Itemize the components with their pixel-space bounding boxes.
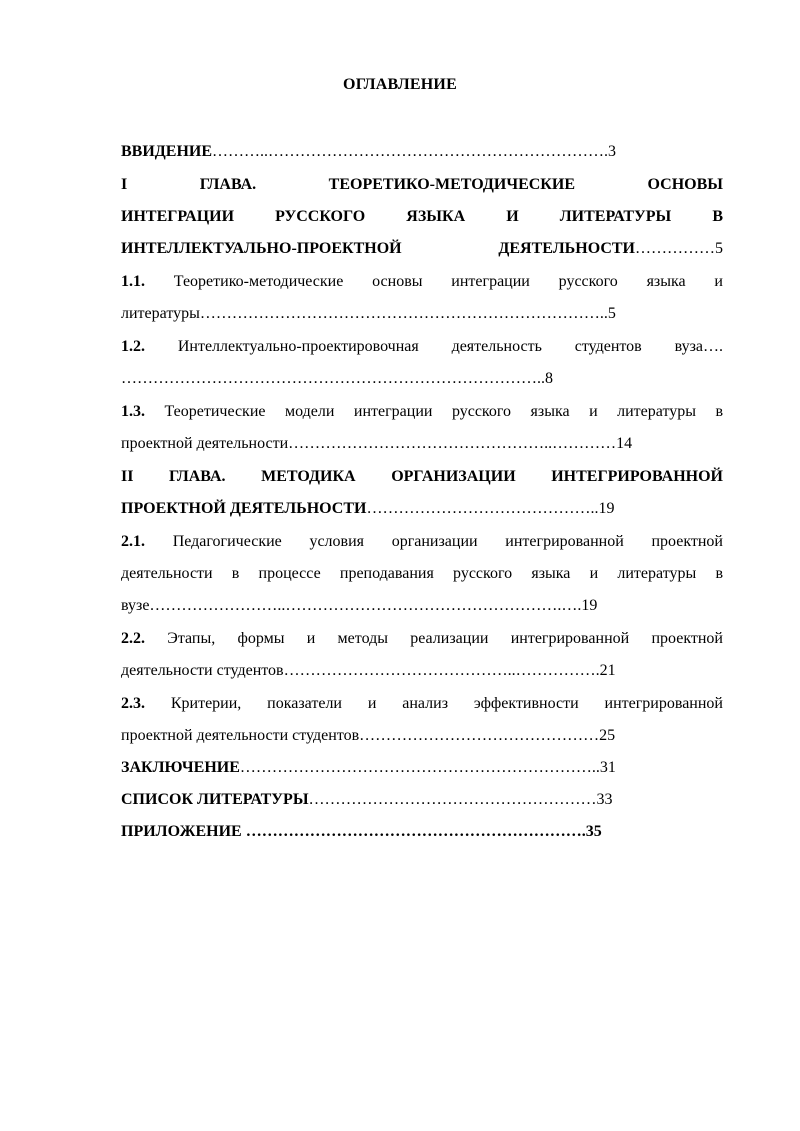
toc-entry-label: ИНТЕГРАЦИИ РУССКОГО ЯЗЫКА И ЛИТЕРАТУРЫ В (121, 208, 723, 225)
toc-entry-label: I ГЛАВА. ТЕОРЕТИКО-МЕТОДИЧЕСКИЕ ОСНОВЫ (121, 176, 723, 193)
toc-entry-text: вузе……………………..…………………………………………….….19 (121, 597, 598, 614)
toc-entry-number: 1.3. (121, 403, 145, 420)
toc-entry-text: Педагогические условия организации интегрированной проектной (145, 533, 723, 550)
toc-entry-text: деятельности в процессе преподавания русского языка и литературы в (121, 565, 723, 582)
toc-entry-chapter-1-end[interactable] (121, 233, 723, 265)
toc-entry-chapter-1[interactable] (121, 169, 723, 201)
toc-entry-text: …………………………………………………………..31 (239, 759, 616, 776)
toc-entry-text: ………..……………………………………………………….3 (212, 143, 617, 160)
toc-entry-1-2-cont[interactable] (121, 363, 723, 395)
toc-entry-appendix[interactable] (121, 816, 723, 848)
toc-entry-1-3-cont[interactable] (121, 428, 723, 460)
toc-entry-chapter-2-end[interactable] (121, 493, 723, 525)
toc-entry-text: ……………………………………..19 (366, 500, 615, 517)
toc-entry-text: Этапы, формы и методы реализации интегрированной проектной (145, 630, 723, 647)
toc-entry-chapter-2[interactable] (121, 461, 723, 493)
toc-entry-number: 2.2. (121, 630, 145, 647)
toc-entry-label: ИНТЕЛЛЕКТУАЛЬНО-ПРОЕКТНОЙ ДЕЯТЕЛЬНОСТИ (121, 240, 635, 257)
toc-entry-2-1[interactable] (121, 526, 723, 558)
toc-entry-1-2[interactable] (121, 331, 723, 363)
toc-entry-number: 2.3. (121, 695, 145, 712)
toc-entry-label: ПРИЛОЖЕНИЕ ……………………………………………………….35 (121, 823, 602, 840)
toc-entry-chapter-1-cont[interactable] (121, 201, 723, 233)
toc-entry-references[interactable] (121, 784, 723, 816)
toc-entry-1-1[interactable] (121, 266, 723, 298)
toc-entry-introduction[interactable] (121, 136, 723, 168)
toc-entry-text: ………………………………………………33 (308, 791, 613, 808)
page-title: ОГЛАВЛЕНИЕ (343, 76, 457, 93)
toc-entry-label: II ГЛАВА. МЕТОДИКА ОРГАНИЗАЦИИ ИНТЕГРИРОВАННОЙ (121, 468, 723, 485)
toc-entry-text: проектной деятельности…………………………………………..…………14 (121, 435, 633, 452)
toc-entry-number: 1.2. (121, 338, 145, 355)
toc-entry-number: 1.1. (121, 273, 145, 290)
toc-entry-2-3[interactable] (121, 688, 723, 720)
toc-entry-2-2[interactable] (121, 623, 723, 655)
toc-entry-2-3-cont[interactable] (121, 720, 723, 752)
toc-entry-text: Критерии, показатели и анализ эффективности интегрированной (145, 695, 723, 712)
toc-entry-label: ЗАКЛЮЧЕНИЕ (121, 759, 240, 776)
toc-entry-text: Теоретические модели интеграции русского языка и литературы в (145, 403, 723, 420)
toc-entry-text: ……………5 (635, 240, 723, 257)
toc-entry-label: СПИСОК ЛИТЕРАТУРЫ (121, 791, 309, 808)
toc-entry-1-1-cont[interactable] (121, 298, 723, 330)
toc-entry-label: ПРОЕКТНОЙ ДЕЯТЕЛЬНОСТИ (121, 500, 367, 517)
toc-entry-text: ……………………………………………………………………..8 (121, 370, 553, 387)
toc-entry-2-2-cont[interactable] (121, 655, 723, 687)
toc-entry-number: 2.1. (121, 533, 145, 550)
toc-entry-2-1-cont[interactable] (121, 558, 723, 590)
toc-entry-text: проектной деятельности студентов………………………………………25 (121, 727, 616, 744)
toc-entry-text: Теоретико-методические основы интеграции русского языка и (145, 273, 723, 290)
toc-entry-text: Интеллектуально-проектировочная деятельность студентов вуза…. (145, 338, 723, 355)
toc-entry-text: литературы…………………………………………………………………..5 (121, 305, 616, 322)
toc-entry-2-1-end[interactable] (121, 590, 723, 622)
toc-entry-text: деятельности студентов……………………………………..…………….21 (121, 662, 616, 679)
toc-entry-1-3[interactable] (121, 396, 723, 428)
toc-entry-label: ВВИДЕНИЕ (121, 143, 213, 160)
table-of-contents (121, 136, 723, 848)
toc-entry-conclusion[interactable] (121, 752, 723, 784)
